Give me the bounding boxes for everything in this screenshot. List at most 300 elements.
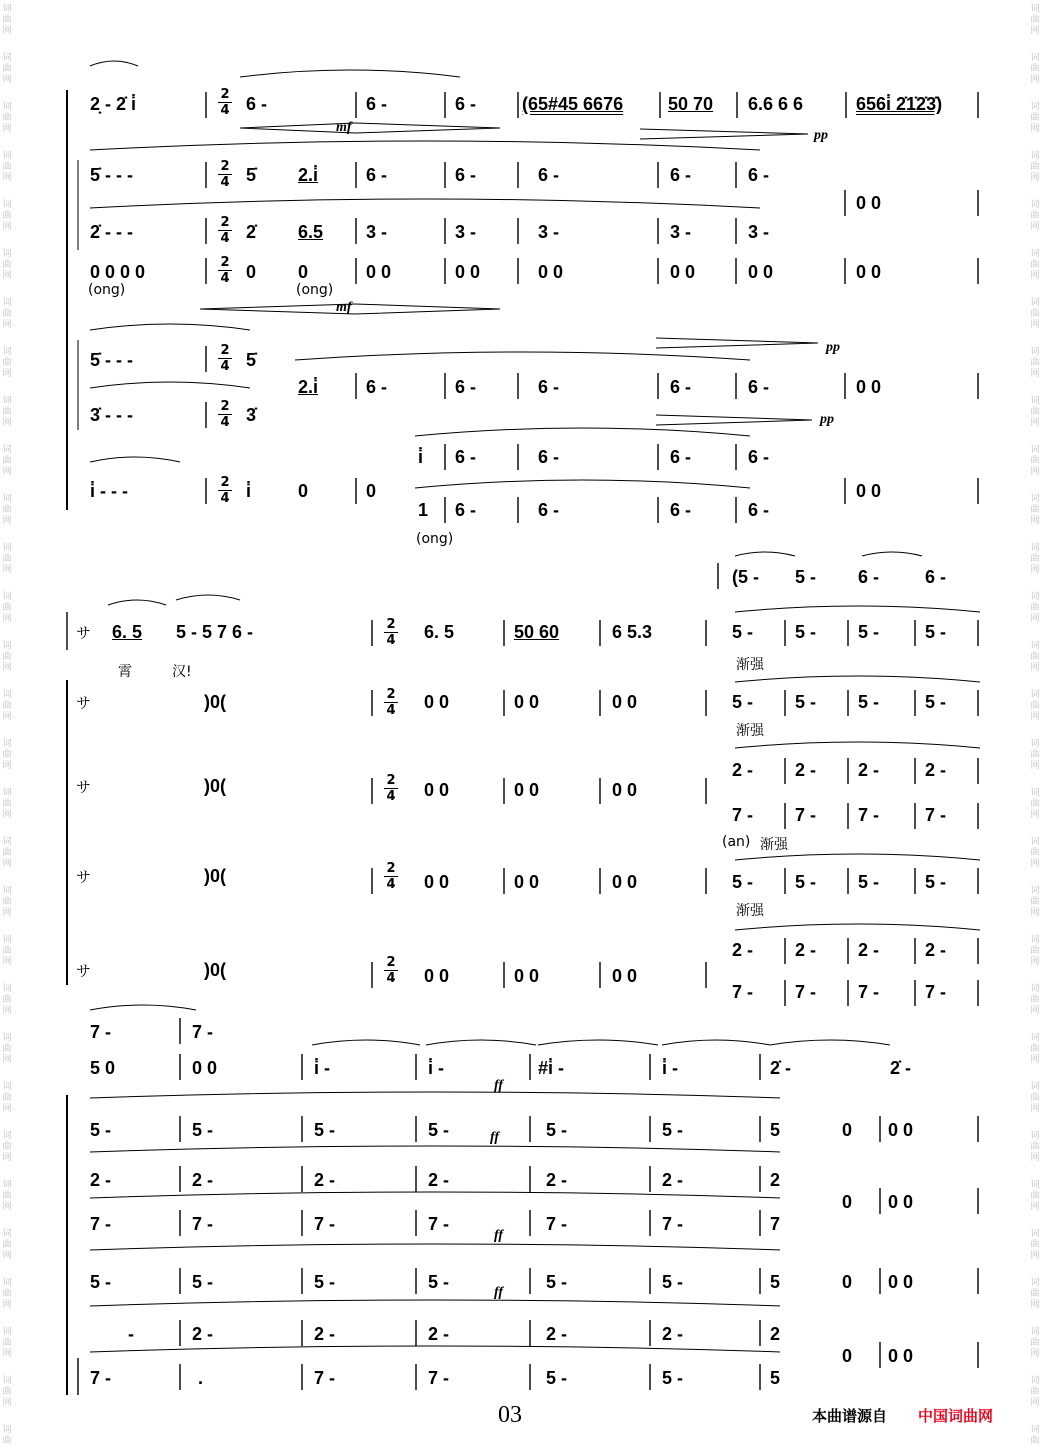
sanban-mark-2: サ (76, 694, 92, 712)
watermark-char: 曲 (1030, 1191, 1040, 1201)
watermark-char: 曲 (1030, 1338, 1040, 1348)
s2-r2-m5: 5 - (795, 692, 817, 712)
s2-r3b-m1: 7 - (732, 805, 754, 825)
s1-r3-m8: 3 - (748, 222, 770, 242)
watermark-char: 词 (2, 445, 12, 455)
dynamic-ff-1: ff (494, 1078, 504, 1093)
watermark-char: 词 (1030, 200, 1040, 210)
watermark-char: 词 (2, 788, 12, 798)
watermark-char: 曲 (2, 1191, 12, 1201)
watermark-char: 词 (1030, 298, 1040, 308)
time-signature-r6: 2 4 (218, 400, 232, 429)
watermark-char: 词 (1030, 1082, 1040, 1092)
watermark-char: 网 (1030, 124, 1040, 134)
s2-r3a-m3: 2 - (858, 760, 880, 780)
s1-r1-m1: 2̣ - 2̇ i̇ (90, 94, 137, 114)
watermark-char: 曲 (2, 1289, 12, 1299)
watermark-char: 词 (1030, 886, 1040, 896)
dynamic-ff-4: ff (494, 1285, 504, 1300)
watermark-char: 词 (1030, 543, 1040, 553)
watermark-char: 词 (2, 1229, 12, 1239)
watermark-char: 词 (2, 1131, 12, 1141)
slur (90, 61, 138, 66)
time-signature: 2 4 (218, 88, 232, 117)
s1-r1-m2: 6 - (246, 94, 268, 114)
s3-r1-m8: 2̇ - (890, 1058, 912, 1078)
s3-r3a-m1: 2 - (90, 1170, 112, 1190)
watermark-char: 网 (2, 663, 12, 673)
watermark-char: 网 (1030, 859, 1040, 869)
s1-r7-m8: 6 - (670, 447, 692, 467)
watermark-char: 词 (1030, 1425, 1040, 1435)
watermark-char: 曲 (1030, 1387, 1040, 1397)
s2-r3b-m2: 7 - (795, 805, 817, 825)
watermark-char: 网 (1030, 1055, 1040, 1065)
watermark-char: 词 (1030, 690, 1040, 700)
watermark-char: 曲 (2, 407, 12, 417)
s2-r4-m2: 0 0 (514, 872, 540, 892)
s3-r4-m1: 5 - (90, 1272, 112, 1292)
s3-r2-m4: 5 - (428, 1120, 450, 1140)
s2-r1-m5: 6 5.3 (612, 622, 653, 642)
s1-r2-m1: 5̇ - - - (90, 165, 133, 185)
watermark-char: 曲 (1030, 701, 1040, 711)
watermark-char: 网 (2, 908, 12, 918)
s2-top-4: 6 - (925, 567, 947, 587)
s3-r2-m7: 5 (770, 1120, 781, 1140)
watermark-char: 曲 (1030, 1142, 1040, 1152)
s1-r1-m3: 6 - (366, 94, 388, 114)
s3-r3b-m5: 7 - (546, 1214, 568, 1234)
s2-r5a-m4: 2 - (925, 940, 947, 960)
s3-r5a-m4: 2 - (428, 1324, 450, 1344)
s1-r6-m1: 3̇ - - - (90, 405, 133, 425)
watermark-char: 网 (1030, 516, 1040, 526)
dynamic-pp-2: pp (826, 340, 840, 355)
s3-r2-m2: 5 - (192, 1120, 214, 1140)
s1-r2-m6: 6 - (538, 165, 560, 185)
s1-r5-m9: 0 0 (856, 377, 882, 397)
s1-r4-m3: 0 (298, 262, 309, 282)
watermark-char: 曲 (2, 162, 12, 172)
slur (415, 428, 750, 436)
watermark-char: 词 (2, 347, 12, 357)
watermark-char: 网 (1030, 467, 1040, 477)
watermark-char: 词 (1030, 347, 1040, 357)
s2-r3a-m2: 2 - (795, 760, 817, 780)
s1-r5-m3: 2.i̇ (298, 377, 319, 397)
watermark-char: 曲 (1030, 1044, 1040, 1054)
watermark-char: 曲 (2, 1142, 12, 1152)
time-signature-r3: 2 4 (218, 216, 232, 245)
watermark-char: 词 (2, 1425, 12, 1435)
slur (90, 1005, 196, 1010)
s3-r4-m6: 5 - (662, 1272, 684, 1292)
s3-r4-rest2: 0 0 (888, 1272, 914, 1292)
watermark-char: 词 (2, 1180, 12, 1190)
watermark-char: 网 (2, 1398, 12, 1408)
watermark-char: 词 (1030, 53, 1040, 63)
s2-r4-m6: 5 - (858, 872, 880, 892)
watermark-char: 词 (2, 494, 12, 504)
slur (90, 382, 250, 388)
s3-r2-m5: 5 - (546, 1120, 568, 1140)
watermark-char: 曲 (1030, 750, 1040, 760)
s1-r4-m7: 0 0 (670, 262, 696, 282)
s2-r5-m2: 0 0 (514, 966, 540, 986)
s1-r5-m5: 6 - (455, 377, 477, 397)
watermark-char: 词 (1030, 1376, 1040, 1386)
s1-r7-rest: 0 0 (856, 481, 882, 501)
slur (538, 1040, 658, 1045)
s2-r3b-m4: 7 - (925, 805, 947, 825)
watermark-char: 词 (2, 543, 12, 553)
watermark-char: 曲 (1030, 309, 1040, 319)
watermark-char: 曲 (2, 1093, 12, 1103)
watermark-char: 词 (1030, 935, 1040, 945)
time-signature-s2-r3: 2 4 (384, 774, 398, 803)
s1-r7-m9: 6 - (748, 447, 770, 467)
syllable-ong-2: (ong) (296, 282, 334, 298)
s1-r2-m7: 6 - (670, 165, 692, 185)
s3-r3-rest1: 0 (842, 1192, 853, 1212)
s1-r1-m6: 50 70 (668, 94, 714, 114)
s1-r5-m7: 6 - (670, 377, 692, 397)
slur (240, 70, 460, 77)
s3-r3b-m1: 7 - (90, 1214, 112, 1234)
s3-r3a-m6: 2 - (662, 1170, 684, 1190)
s1-r4-m8: 0 0 (748, 262, 774, 282)
s3-r5-rest2: 0 0 (888, 1346, 914, 1366)
watermark-char: 词 (2, 396, 12, 406)
decrescendo-hairpin (656, 338, 818, 348)
watermark-char: 网 (1030, 761, 1040, 771)
watermark-char: 词 (1030, 1229, 1040, 1239)
s1-r3-m1: 2̇ - - - (90, 222, 133, 242)
watermark-char: 词 (1030, 837, 1040, 847)
watermark-char: 曲 (2, 897, 12, 907)
s1-r3-m7: 3 - (670, 222, 692, 242)
s2-r3a-m4: 2 - (925, 760, 947, 780)
watermark-char: 网 (2, 614, 12, 624)
crescendo-4: 渐强 (736, 903, 764, 919)
slur (735, 676, 980, 682)
s3-r5b-m1: 7 - (90, 1368, 112, 1388)
watermark-char: 曲 (2, 701, 12, 711)
slur (415, 480, 750, 488)
watermark-char: 网 (1030, 663, 1040, 673)
s1-r7-m2: i̇ (246, 481, 252, 501)
watermark-char: 词 (2, 641, 12, 651)
watermark-char: 曲 (2, 113, 12, 123)
s2-r3b-m3: 7 - (858, 805, 880, 825)
s2-top-1: (5 - (732, 567, 759, 587)
s1-r3-m2: 2̇ (246, 222, 257, 242)
watermark-char: 曲 (2, 1436, 12, 1446)
watermark-char: 网 (2, 810, 12, 820)
slur (735, 606, 980, 612)
sanban-mark-1: サ (76, 624, 92, 642)
watermark-char: 曲 (1030, 260, 1040, 270)
watermark-char: 网 (1030, 1153, 1040, 1163)
s1-r4-m2: 0 (246, 262, 257, 282)
syllable-ong-1: (ong) (88, 282, 126, 298)
dynamic-mf-2: mf (336, 300, 352, 315)
s3-r3a-m4: 2 - (428, 1170, 450, 1190)
watermark-char: 网 (1030, 1006, 1040, 1016)
watermark-char: 曲 (2, 603, 12, 613)
slur (662, 1040, 770, 1045)
slur (770, 1040, 890, 1045)
s3-r0-m2: 7 - (192, 1022, 214, 1042)
watermark-char: 网 (1030, 1398, 1040, 1408)
s3-r5b-m4: 7 - (428, 1368, 450, 1388)
decrescendo-hairpin (656, 415, 812, 425)
time-signature-s2-r4: 2 4 (384, 862, 398, 891)
watermark-char: 词 (2, 592, 12, 602)
s2-r5b-m1: 7 - (732, 982, 754, 1002)
s2-r1-m8: 5 - (858, 622, 880, 642)
watermark-char: 曲 (1030, 15, 1040, 25)
watermark-char: 网 (1030, 1251, 1040, 1261)
slur (426, 1040, 536, 1045)
dynamic-ff-3: ff (494, 1228, 504, 1243)
s2-r2-m2: 0 0 (514, 692, 540, 712)
watermark-char: 网 (2, 173, 12, 183)
s1-r8-m2: 6 - (455, 500, 477, 520)
slur (735, 742, 980, 748)
watermark-char: 曲 (1030, 554, 1040, 564)
watermark-char: 词 (2, 739, 12, 749)
watermark-char: 网 (1030, 1104, 1040, 1114)
watermark-char: 曲 (2, 554, 12, 564)
slur (90, 1346, 780, 1352)
watermark-char: 曲 (2, 1044, 12, 1054)
s3-r3a-m5: 2 - (546, 1170, 568, 1190)
slur (295, 352, 750, 360)
watermark-char: 网 (1030, 908, 1040, 918)
watermark-char: 网 (2, 1251, 12, 1261)
time-signature-r5: 2 4 (218, 344, 232, 373)
s1-r3-m4: 3 - (366, 222, 388, 242)
s3-r5b-m2: . (198, 1368, 204, 1388)
sanban-mark-5: サ (76, 962, 92, 980)
s2-r2-m3: 0 0 (612, 692, 638, 712)
s2-r2-m7: 5 - (925, 692, 947, 712)
s1-r4-m5: 0 0 (455, 262, 481, 282)
s2-r3-rest: )0( (204, 776, 226, 796)
s2-r5-m3: 0 0 (612, 966, 638, 986)
watermark-char: 曲 (1030, 603, 1040, 613)
time-signature-s2-r2: 2 4 (384, 688, 398, 717)
watermark-char: 网 (2, 124, 12, 134)
s3-r3b-m7: 7 (770, 1214, 781, 1234)
watermark-char: 曲 (2, 750, 12, 760)
watermark-char: 曲 (1030, 407, 1040, 417)
s2-r3-m3: 0 0 (612, 780, 638, 800)
watermark-char: 词 (1030, 592, 1040, 602)
slur (90, 1146, 780, 1152)
s1-r1-m7: 6.6 6 6 (748, 94, 804, 114)
slur (862, 552, 922, 556)
s2-r1-m9: 5 - (925, 622, 947, 642)
decrescendo-hairpin (355, 304, 500, 314)
s1-r7-m5: i̇ (418, 447, 424, 467)
s3-r5-rest1: 0 (842, 1346, 853, 1366)
s1-r5-m2: 5̇ (246, 350, 257, 370)
s1-r2-m5: 6 - (455, 165, 477, 185)
watermark-char: 曲 (2, 456, 12, 466)
watermark-char: 网 (2, 26, 12, 36)
s2-r4-m7: 5 - (925, 872, 947, 892)
s1-r2-m4: 6 - (366, 165, 388, 185)
watermark-char: 曲 (1030, 1093, 1040, 1103)
s3-r4-m7: 5 (770, 1272, 781, 1292)
watermark-char: 曲 (2, 995, 12, 1005)
watermark-char: 词 (1030, 641, 1040, 651)
s2-top-2: 5 - (795, 567, 817, 587)
s3-r1-m3: i̇ - (314, 1058, 330, 1078)
time-signature-r2: 2 4 (218, 160, 232, 189)
s2-r2-m6: 5 - (858, 692, 880, 712)
watermark-char: 曲 (2, 358, 12, 368)
watermark-char: 曲 (1030, 799, 1040, 809)
watermark-char: 词 (1030, 1278, 1040, 1288)
watermark-char: 词 (1030, 494, 1040, 504)
s2-r2-m4: 5 - (732, 692, 754, 712)
s3-r2-m1: 5 - (90, 1120, 112, 1140)
site-name[interactable]: 中国词曲网 (918, 1407, 994, 1425)
s2-r1-m4: 50 60 (514, 622, 560, 642)
s3-r4-m4: 5 - (428, 1272, 450, 1292)
watermark-char: 网 (1030, 26, 1040, 36)
s3-r1-m7: 2̇ - (770, 1058, 792, 1078)
slur (176, 595, 240, 600)
watermark-char: 曲 (2, 1240, 12, 1250)
watermark-char: 网 (1030, 1202, 1040, 1212)
watermark-char: 曲 (2, 1338, 12, 1348)
watermark-char: 曲 (1030, 64, 1040, 74)
slur (735, 924, 980, 930)
watermark-char: 曲 (1030, 505, 1040, 515)
watermark-char: 曲 (2, 15, 12, 25)
watermark-char: 网 (2, 1202, 12, 1212)
time-signature-s2-r1: 2 4 (384, 618, 398, 647)
watermark-char: 网 (2, 1153, 12, 1163)
watermark-char: 词 (1030, 984, 1040, 994)
watermark-char: 词 (1030, 396, 1040, 406)
watermark-char: 词 (2, 984, 12, 994)
page-number: 03 (498, 1402, 522, 1428)
slur (90, 457, 180, 462)
watermark-char: 曲 (2, 211, 12, 221)
s1-r4-m6: 0 0 (538, 262, 564, 282)
s3-r4-rest1: 0 (842, 1272, 853, 1292)
watermark-char: 词 (2, 886, 12, 896)
s3-r5a-m6: 2 - (662, 1324, 684, 1344)
watermark-char: 词 (1030, 1131, 1040, 1141)
slur (90, 1092, 780, 1098)
s2-r5a-m1: 2 - (732, 940, 754, 960)
watermark-char: 网 (2, 467, 12, 477)
watermark-char: 曲 (1030, 897, 1040, 907)
watermark-char: 曲 (1030, 211, 1040, 221)
crescendo-1: 渐强 (736, 657, 764, 673)
watermark-char: 词 (2, 935, 12, 945)
dynamic-ff-2: ff (490, 1130, 500, 1145)
watermark-char: 词 (2, 249, 12, 259)
slur (108, 600, 166, 605)
watermark-char: 曲 (1030, 456, 1040, 466)
watermark-char: 网 (1030, 75, 1040, 85)
dynamic-pp-3: pp (820, 412, 834, 427)
s3-r3a-m7: 2 (770, 1170, 781, 1190)
watermark-char: 网 (2, 1006, 12, 1016)
watermark-char: 词 (2, 102, 12, 112)
slur (90, 1300, 780, 1306)
syllable-ong-3: (ong) (416, 531, 454, 547)
watermark-char: 网 (2, 369, 12, 379)
s1-r4-m1: 0 0 0 0 (90, 262, 146, 282)
s1-r4-m4: 0 0 (366, 262, 392, 282)
watermark-char: 词 (2, 298, 12, 308)
s1-r3-m6: 3 - (538, 222, 560, 242)
s2-r4-m3: 0 0 (612, 872, 638, 892)
s2-r5-m1: 0 0 (424, 966, 450, 986)
s3-r3a-m3: 2 - (314, 1170, 336, 1190)
time-signature-r7: 2 4 (218, 476, 232, 505)
watermark-char: 网 (2, 271, 12, 281)
time-signature-r4: 2 4 (218, 256, 232, 285)
watermark-char: 曲 (2, 505, 12, 515)
watermark-char: 网 (2, 1300, 12, 1310)
s3-r2-m8: 0 (842, 1120, 853, 1140)
s2-r5b-m3: 7 - (858, 982, 880, 1002)
watermark-char: 曲 (1030, 358, 1040, 368)
watermark-char: 网 (2, 418, 12, 428)
crescendo-3: 渐强 (760, 837, 788, 853)
watermark-char: 网 (1030, 173, 1040, 183)
s2-r1-m1: 6. 5 (112, 622, 143, 642)
s2-r1-m6: 5 - (732, 622, 754, 642)
dynamic-pp: pp (814, 128, 828, 143)
s1-r5-m4: 6 - (366, 377, 388, 397)
s3-r5b-m3: 7 - (314, 1368, 336, 1388)
watermark-char: 网 (2, 1349, 12, 1359)
s2-top-3: 6 - (858, 567, 880, 587)
s3-r1-m4: i̇ - (428, 1058, 444, 1078)
watermark-char: 网 (1030, 810, 1040, 820)
watermark-char: 词 (2, 837, 12, 847)
s3-r5b-m5: 5 - (546, 1368, 568, 1388)
s3-r5a-m1: - (128, 1324, 134, 1344)
watermark-char: 网 (2, 1104, 12, 1114)
slur (90, 1192, 780, 1198)
s3-r4-m3: 5 - (314, 1272, 336, 1292)
watermark-char: 词 (1030, 151, 1040, 161)
lyric-xiao: 霄 (118, 664, 132, 680)
s1-r2-m3: 2.i̇ (298, 165, 319, 185)
watermark-char: 曲 (1030, 652, 1040, 662)
watermark-char: 曲 (1030, 1436, 1040, 1446)
slur (312, 1040, 420, 1045)
watermark-char: 网 (1030, 957, 1040, 967)
slur (90, 141, 760, 150)
s2-r4-m4: 5 - (732, 872, 754, 892)
s1-r7-m7: 6 - (538, 447, 560, 467)
watermark-char: 曲 (2, 309, 12, 319)
watermark-char: 曲 (2, 1387, 12, 1397)
